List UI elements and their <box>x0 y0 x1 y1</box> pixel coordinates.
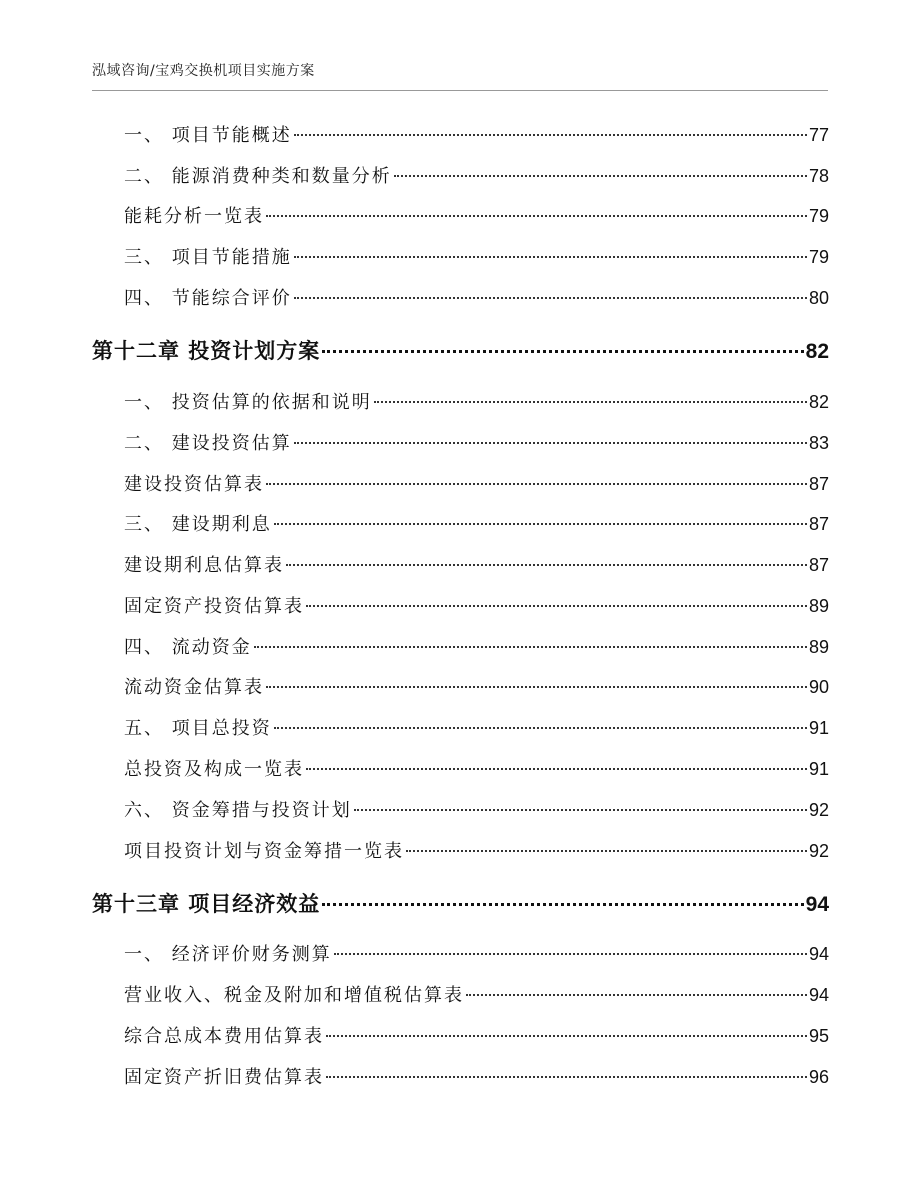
toc-entry-title: 综合总成本费用估算表 <box>124 1026 324 1047</box>
dot-leader <box>374 401 807 403</box>
dot-leader <box>406 850 807 852</box>
toc-entry-page: 78 <box>808 166 829 186</box>
toc-entry-page: 91 <box>808 759 829 779</box>
toc-entry[interactable] <box>124 796 829 824</box>
dot-leader <box>266 483 807 485</box>
toc-entry-title: 固定资产投资估算表 <box>124 596 304 617</box>
toc-entry-title: 固定资产折旧费估算表 <box>124 1067 324 1088</box>
dot-leader <box>326 1035 807 1037</box>
dot-leader <box>266 215 807 217</box>
toc-entry[interactable] <box>124 284 829 312</box>
toc-entry-title: 五、 项目总投资 <box>124 718 272 739</box>
dot-leader <box>306 605 807 607</box>
toc-entry-title: 建设期利息估算表 <box>124 555 284 576</box>
toc-entry-page: 94 <box>808 944 829 964</box>
toc-entry-title: 四、 流动资金 <box>124 637 252 658</box>
toc-entry[interactable] <box>124 470 829 498</box>
toc-entry-page: 92 <box>808 800 829 820</box>
toc-entry[interactable] <box>124 1063 829 1091</box>
toc-entry-title: 一、 项目节能概述 <box>124 125 292 146</box>
toc-entry-page: 96 <box>808 1067 829 1087</box>
toc-entry[interactable] <box>124 755 829 783</box>
toc-entry[interactable] <box>124 551 829 579</box>
toc-entry[interactable] <box>124 1022 829 1050</box>
toc-entry-title: 第十二章 投资计划方案 <box>92 339 321 363</box>
toc-entry-page: 91 <box>808 718 829 738</box>
toc-entry-page: 94 <box>805 893 829 916</box>
dot-leader <box>306 768 807 770</box>
toc-entry-page: 94 <box>808 985 829 1005</box>
toc-entry-page: 82 <box>808 392 829 412</box>
toc-entry[interactable] <box>124 981 829 1009</box>
toc-entry-page: 89 <box>808 637 829 657</box>
toc-entry-page: 89 <box>808 596 829 616</box>
dot-leader <box>286 564 807 566</box>
dot-leader <box>322 350 803 353</box>
dot-leader <box>466 994 807 996</box>
dot-leader <box>322 903 803 906</box>
toc-entry-page: 95 <box>808 1026 829 1046</box>
toc-chapter-entry[interactable] <box>92 888 829 916</box>
toc-entry-page: 79 <box>808 247 829 267</box>
dot-leader <box>334 953 807 955</box>
toc-entry[interactable] <box>124 162 829 190</box>
dot-leader <box>294 134 807 136</box>
toc-entry-title: 第十三章 项目经济效益 <box>92 892 321 916</box>
dot-leader <box>326 1076 807 1078</box>
toc-entry-page: 83 <box>808 433 829 453</box>
toc-entry[interactable] <box>124 121 829 149</box>
toc-entry-page: 87 <box>808 514 829 534</box>
toc-chapter-entry[interactable] <box>92 335 829 363</box>
toc-entry[interactable] <box>124 243 829 271</box>
toc-entry[interactable] <box>124 510 829 538</box>
toc-entry[interactable] <box>124 592 829 620</box>
running-header: 泓域咨询/宝鸡交换机项目实施方案 <box>92 63 315 79</box>
header-rule <box>92 90 828 91</box>
dot-leader <box>394 175 807 177</box>
toc-entry-page: 90 <box>808 677 829 697</box>
toc-entry-title: 能耗分析一览表 <box>124 206 264 227</box>
toc-entry[interactable] <box>124 633 829 661</box>
toc-entry[interactable] <box>124 202 829 230</box>
toc-entry-title: 四、 节能综合评价 <box>124 288 292 309</box>
dot-leader <box>274 727 807 729</box>
dot-leader <box>294 256 807 258</box>
toc-entry-title: 一、 经济评价财务测算 <box>124 944 332 965</box>
toc-entry-title: 流动资金估算表 <box>124 677 264 698</box>
toc-entry[interactable] <box>124 388 829 416</box>
dot-leader <box>294 297 807 299</box>
toc-entry[interactable] <box>124 429 829 457</box>
dot-leader <box>354 809 807 811</box>
toc-entry[interactable] <box>124 714 829 742</box>
toc-entry-page: 77 <box>808 125 829 145</box>
toc-entry-title: 建设投资估算表 <box>124 474 264 495</box>
toc-entry[interactable] <box>124 940 829 968</box>
toc-entry-title: 营业收入、税金及附加和增值税估算表 <box>124 985 464 1006</box>
toc-entry-title: 项目投资计划与资金筹措一览表 <box>124 841 404 862</box>
toc-entry-title: 六、 资金筹措与投资计划 <box>124 800 352 821</box>
toc-entry-page: 82 <box>805 340 829 363</box>
toc-entry-page: 87 <box>808 555 829 575</box>
toc-entry-title: 三、 建设期利息 <box>124 514 272 535</box>
toc-entry-title: 二、 建设投资估算 <box>124 433 292 454</box>
toc-entry-title: 一、 投资估算的依据和说明 <box>124 392 372 413</box>
toc-entry-title: 三、 项目节能措施 <box>124 247 292 268</box>
toc-entry-page: 80 <box>808 288 829 308</box>
dot-leader <box>266 686 807 688</box>
toc-entry-page: 92 <box>808 841 829 861</box>
dot-leader <box>294 442 807 444</box>
toc-entry-title: 二、 能源消费种类和数量分析 <box>124 166 392 187</box>
toc-entry-page: 87 <box>808 474 829 494</box>
dot-leader <box>254 646 807 648</box>
toc-entry-title: 总投资及构成一览表 <box>124 759 304 780</box>
toc-entry-page: 79 <box>808 206 829 226</box>
dot-leader <box>274 523 807 525</box>
toc-entry[interactable] <box>124 673 829 701</box>
toc-entry[interactable] <box>124 837 829 865</box>
